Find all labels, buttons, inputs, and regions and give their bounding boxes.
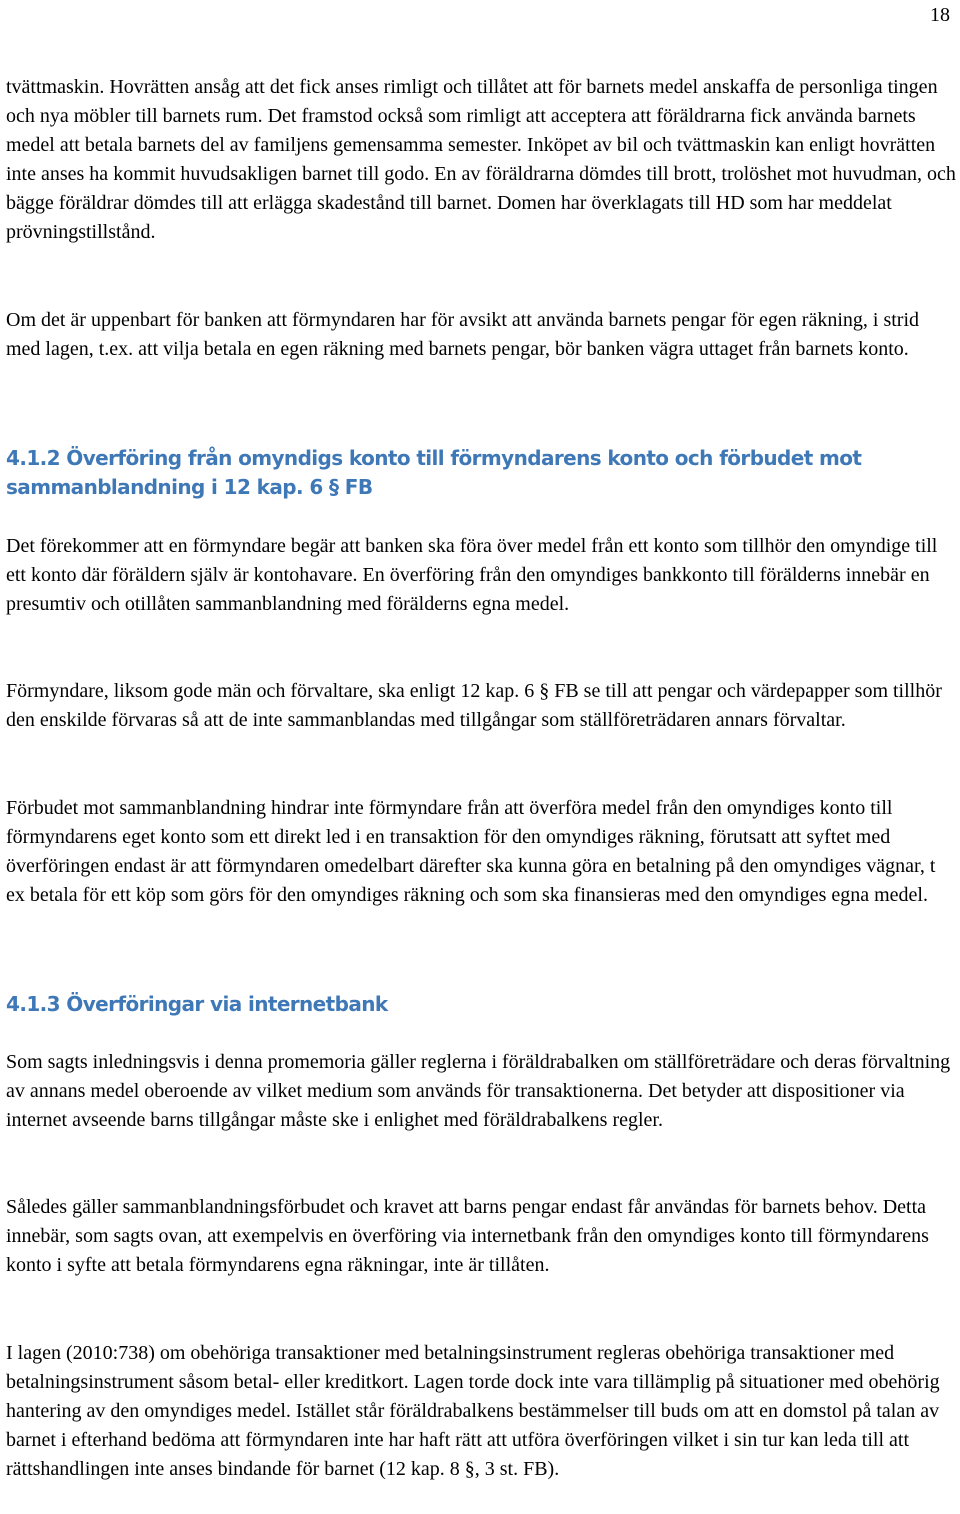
paragraph-internet-bank-intro: Som sagts inledningsvis i denna promemoria gäller reglerna i föräldrabalken om ställföreträdare och deras förvaltning av annans medel oberoende av vilket medium som används för transaktionerna. Det betyder att dispositioner via internet avseende barns tillgångar måste ske i enlighet med föräldrabalkens regler. [6,1051,951,1131]
paragraph-guardian-duties: Förmyndare, liksom gode män och förvaltare, ska enligt 12 kap. 6 § FB se till att pengar och värdepapper som tillhör den enskilde förvaras så att de inte sammanblandas med tillgångar som ställföreträdaren annars förvaltar. [6,680,942,731]
paragraph-commingling-applies: Således gäller sammanblandningsförbudet och kravet att barns pengar endast får användas för barnets behov. Detta innebär, som sagts ovan, att exempelvis en överföring via internetbank från den omyndiges konto till förmyndarens konto i syfte att betala förmyndarens egna räkningar, inte är tillåten. [6,1196,929,1276]
section-heading-4-1-2: 4.1.2 Överföring från omyndigs konto till förmyndarens konto och förbudet mot sammanblandning i 12 kap. 6 § FB [6,446,862,499]
paragraph-unauthorized-transactions-law: I lagen (2010:738) om obehöriga transaktioner med betalningsinstrument regleras obehöriga transaktioner med betalningsinstrument såsom betal- eller kreditkort. Lagen torde dock inte vara tillämplig på situationer med obehörig hantering av den omyndiges medel. Istället står föräldrabalkens bestämmelser till buds om att en domstol på talan av barnet i efterhand bedöma att förmyndaren inte har haft rätt att utföra överföringen vilket i sin tur kan leda till att rättshandlingen inte anses bindande för barnet (12 kap. 8 §, 3 st. FB). [6,1342,940,1480]
page-number: 18 [930,4,950,26]
paragraph-commingling-ban: Förbudet mot sammanblandning hindrar inte förmyndare från att överföra medel från den omyndiges konto till förmyndarens eget konto som ett direkt led i en transaktion för den omyndiges räkning, förutsatt att syftet med överföringen endast är att förmyndaren omedelbart därefter ska kunna göra en betalning på den omyndiges vägnar, t ex betala för ett köp som görs för den omyndiges räkning och som ska finansieras med den omyndiges egna medel. [6,797,936,906]
paragraph-hovratten-ruling: tvättmaskin. Hovrätten ansåg att det fick anses rimligt och tillåtet att för barnets medel anskaffa de personliga tingen och nya möbler till barnets rum. Det framstod också som rimligt att acceptera att föräldrarna fick använda barnets medel att betala barnets del av familjens gemensamma semester. Inköpet av bil och tvättmaskin kan enligt hovrätten inte anses ha kommit huvudsakligen barnet till godo. En av föräldrarna dömdes till brott, trolöshet mot huvudman, och bägge föräldrar dömdes till att erlägga skadestånd till barnet. Domen har överklagats till HD som har meddelat prövningstillstånd. [6,76,956,243]
section-heading-4-1-3: 4.1.3 Överföringar via internetbank [6,992,388,1016]
paragraph-bank-refusal: Om det är uppenbart för banken att förmyndaren har för avsikt att använda barnets pengar för egen räkning, i strid med lagen, t.ex. att vilja betala en egen räkning med barnets pengar, bör banken vägra uttaget från barnets konto. [6,309,919,360]
paragraph-transfer-to-guardian: Det förekommer att en förmyndare begär att banken ska föra över medel från ett konto som tillhör den omyndige till ett konto där föräldern själv är kontohavare. En överföring från den omyndiges bankkonto till förälderns innebär en presumtiv och otillåten sammanblandning med förälderns egna medel. [6,535,938,615]
